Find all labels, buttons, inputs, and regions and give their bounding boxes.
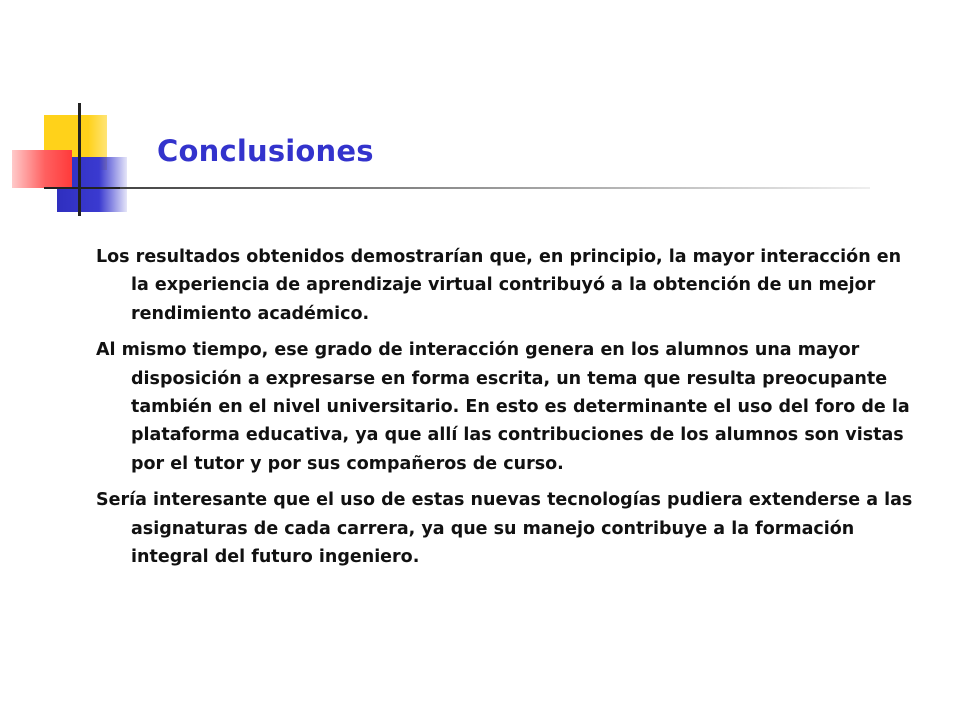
decorative-squares-logo <box>0 95 140 225</box>
conclusion-paragraph: Al mismo tiempo, ese grado de interacción genera en los alumnos una mayor disposición a expresarse en forma escrita, un tema que resulta preocupante también en el nivel universitario. En esto es determinante el uso del foro de la plataforma educativa, ya que allí las contribuciones de los alumnos son vistas por el tutor y por sus compañeros de curso. <box>96 340 910 474</box>
slide-title: Conclusiones <box>157 134 374 168</box>
horizontal-rule-decoration <box>44 187 124 189</box>
conclusion-paragraph: Sería interesante que el uso de estas nuevas tecnologías pudiera extenderse a las asignaturas de cada carrera, ya que su manejo contribuye a la formación integral del futuro ingeniero. <box>96 490 913 568</box>
title-underline-rule <box>120 187 870 189</box>
vertical-rule-decoration <box>78 103 81 216</box>
conclusions-list <box>96 243 916 579</box>
red-square-decoration <box>12 150 72 188</box>
conclusion-paragraph: Los resultados obtenidos demostrarían que, en principio, la mayor interacción en la experiencia de aprendizaje virtual contribuyó a la obtención de un mejor rendimiento académico. <box>96 247 902 324</box>
